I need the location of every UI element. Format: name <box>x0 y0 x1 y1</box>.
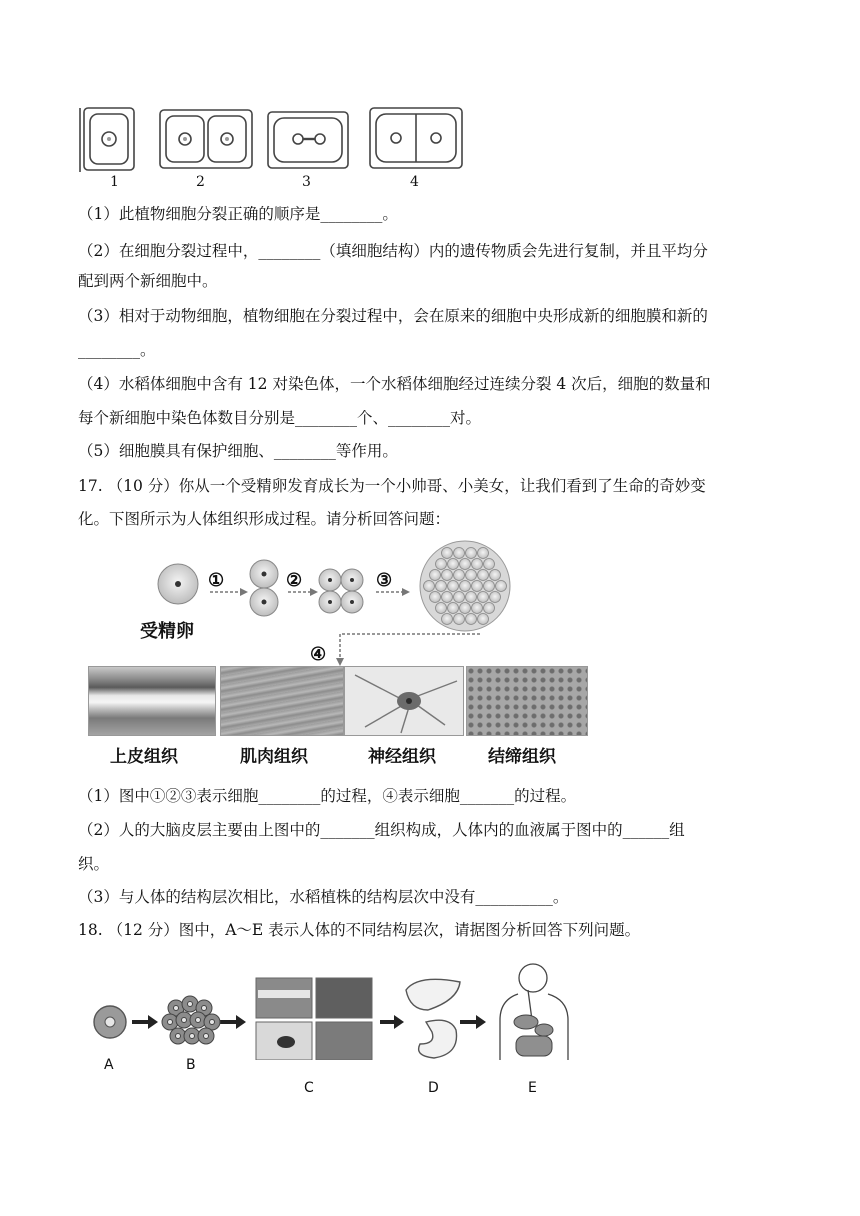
step-2-label: ② <box>286 570 303 591</box>
muscle-tissue-image <box>220 666 344 736</box>
q16-item-2b: 配到两个新细胞中。 <box>78 272 218 290</box>
connective-tissue-image <box>466 666 588 736</box>
q17-item-2a: （2）人的大脑皮层主要由上图中的_______组织构成，人体内的血液属于图中的______组 <box>78 821 685 839</box>
fig1-label-3: 3 <box>302 174 311 190</box>
step-3-label: ③ <box>376 570 393 591</box>
level-label-e: E <box>528 1080 537 1096</box>
q16-item-2a: （2）在细胞分裂过程中，________（填细胞结构）内的遗传物质会先进行复制，并且平均分 <box>78 242 708 260</box>
tissue-label-epithelial: 上皮组织 <box>110 747 178 767</box>
level-label-c: C <box>304 1080 314 1096</box>
tissue-formation-diagram <box>140 540 520 670</box>
q16-item-5: （5）细胞膜具有保护细胞、________等作用。 <box>78 442 398 460</box>
tissue-label-muscle: 肌肉组织 <box>240 747 308 767</box>
q16-item-4b: 每个新细胞中染色体数目分别是________个、________对。 <box>78 409 482 427</box>
q17-item-1: （1）图中①②③表示细胞________的过程，④表示细胞_______的过程。 <box>78 787 577 805</box>
q16-item-1: （1）此植物细胞分裂正确的顺序是________。 <box>78 205 398 223</box>
level-label-d: D <box>428 1080 439 1096</box>
zygote-label: 受精卵 <box>140 621 194 642</box>
tissue-label-connective: 结缔组织 <box>488 747 556 767</box>
q17-item-3: （3）与人体的结构层次相比，水稻植株的结构层次中没有__________。 <box>78 888 569 906</box>
step-4-label: ④ <box>310 644 327 665</box>
level-label-b: B <box>186 1057 196 1073</box>
epithelial-tissue-image <box>88 666 216 736</box>
body-structure-levels-diagram <box>88 960 588 1060</box>
neuron-icon <box>345 667 463 735</box>
q18-heading: 18. （12 分）图中，A～E 表示人体的不同结构层次，请据图分析回答下列问题。 <box>78 921 641 939</box>
nerve-tissue-image <box>344 666 464 736</box>
q17-heading-a: 17. （10 分）你从一个受精卵发育成长为一个小帅哥、小美女，让我们看到了生命的奇妙变 <box>78 477 706 495</box>
level-label-a: A <box>104 1057 114 1073</box>
q17-item-2b: 织。 <box>78 855 110 873</box>
q17-heading-b: 化。下图所示为人体组织形成过程。请分析回答问题： <box>78 510 451 528</box>
fig1-label-1: 1 <box>110 174 119 190</box>
step-1-label: ① <box>208 570 225 591</box>
q16-item-3a: （3）相对于动物细胞，植物细胞在分裂过程中，会在原来的细胞中央形成新的细胞膜和新的 <box>78 307 708 325</box>
fig1-label-4: 4 <box>410 174 419 190</box>
tissue-label-nerve: 神经组织 <box>368 747 436 767</box>
q16-item-4a: （4）水稻体细胞中含有 12 对染色体，一个水稻体细胞经过连续分裂 4 次后，细胞的数量和 <box>78 375 711 393</box>
q16-item-3b: ________。 <box>78 341 156 359</box>
fig1-label-2: 2 <box>196 174 205 190</box>
